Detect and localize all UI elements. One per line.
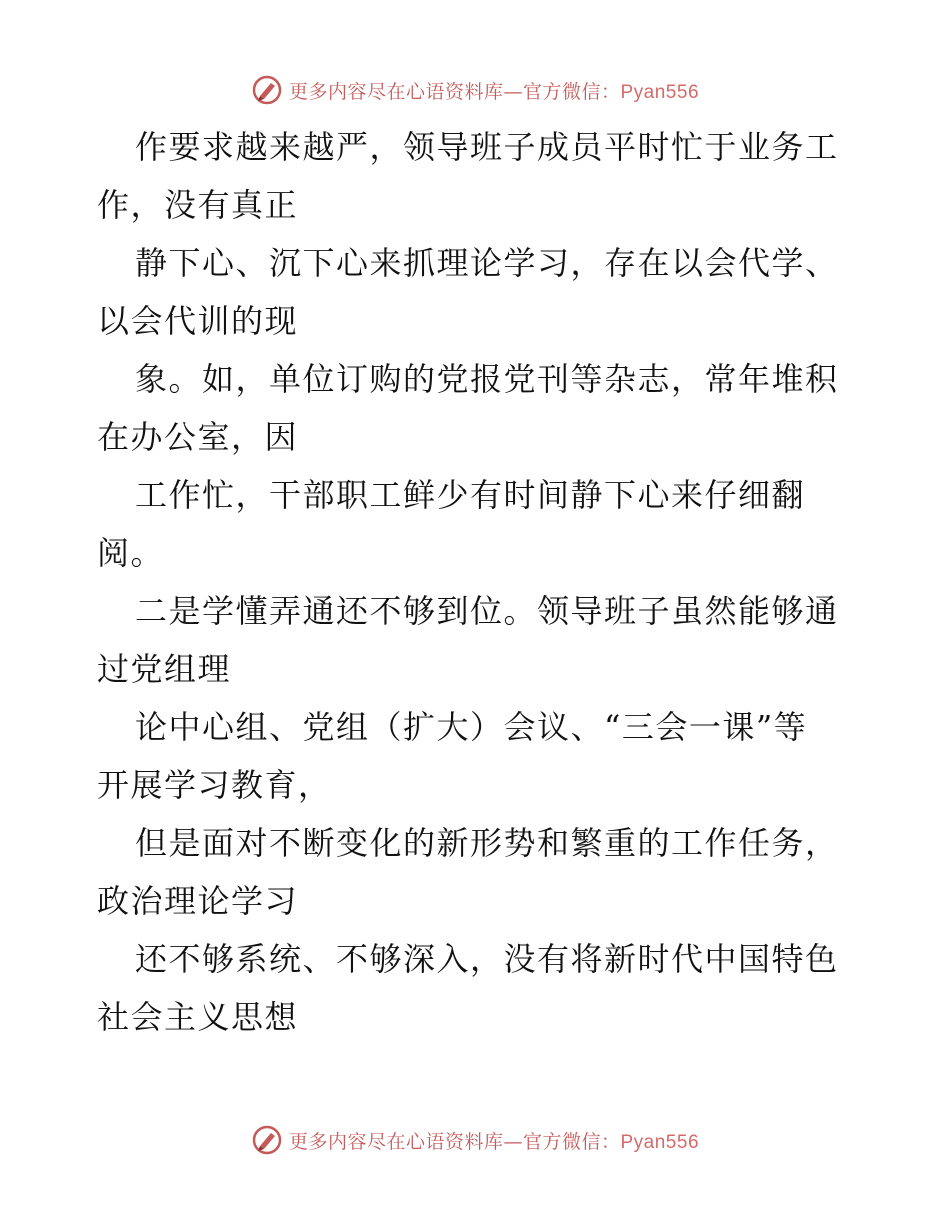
text-line: 以会代训的现	[97, 302, 299, 340]
pen-logo-icon	[251, 74, 283, 106]
text-line: 开展学习教育，	[97, 766, 332, 804]
text-line: 社会主义思想	[97, 998, 299, 1036]
text-line: 还不够系统、不够深入，没有将新时代中国特色	[135, 940, 839, 978]
text-line: 作，没有真正	[97, 186, 299, 224]
text-line: 静下心、沉下心来抓理论学习，存在以会代学、	[135, 244, 839, 282]
text-line: 作要求越来越严，领导班子成员平时忙于业务工	[135, 128, 839, 166]
text-line: 过党组理	[97, 650, 232, 688]
pen-logo-icon	[251, 1124, 283, 1156]
text-line: 政治理论学习	[97, 882, 299, 920]
text-line: 二是学懂弄通还不够到位。领导班子虽然能够通	[135, 592, 839, 630]
text-line: 工作忙，干部职工鲜少有时间静下心来仔细翻	[135, 476, 806, 514]
text-line: 论中心组、党组（扩大）会议、“三会一课”等	[135, 708, 808, 746]
watermark-text: 更多内容尽在心语资料库—官方微信：Pyan556	[288, 1130, 700, 1153]
text-line: 阅。	[97, 534, 165, 572]
text-line: 象。如，单位订购的党报党刊等杂志，常年堆积	[135, 360, 839, 398]
footer-watermark	[0, 1120, 950, 1160]
header-watermark	[0, 70, 950, 110]
text-line: 在办公室，因	[97, 418, 299, 456]
text-line: 但是面对不断变化的新形势和繁重的工作任务，	[135, 824, 839, 862]
document-body	[97, 118, 857, 1046]
watermark-text: 更多内容尽在心语资料库—官方微信：Pyan556	[288, 80, 700, 103]
